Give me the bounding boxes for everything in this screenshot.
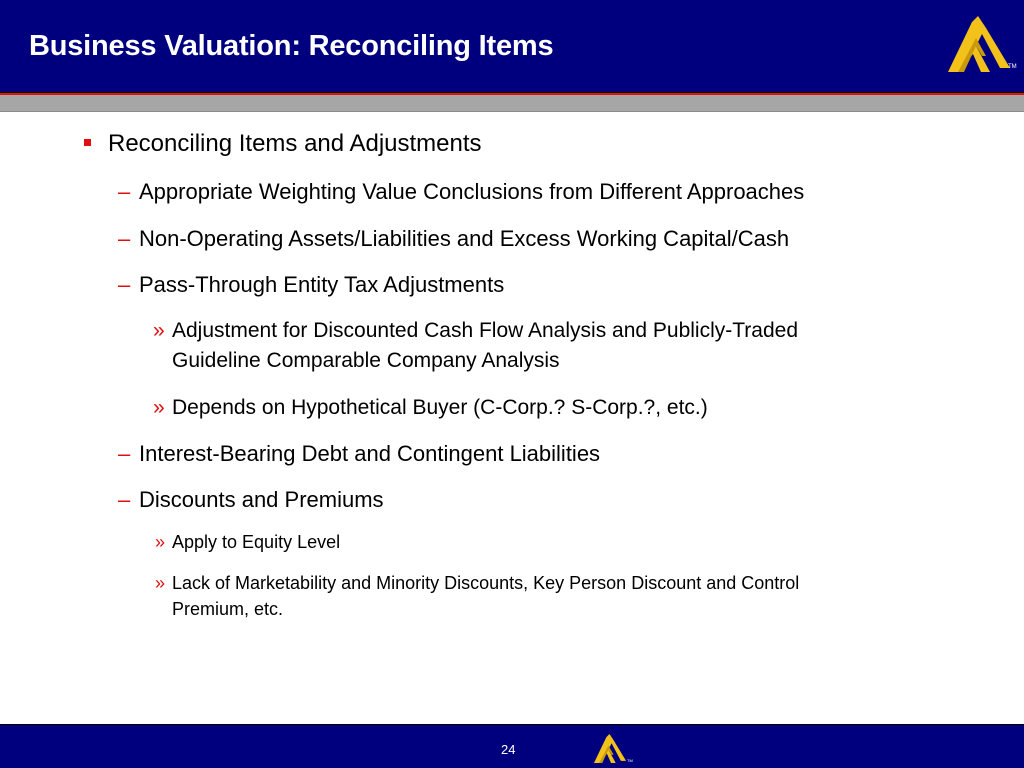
subsubbullet-equity-level: Apply to Equity Level [172,532,341,552]
subsubbullet-marketability-line1: Lack of Marketability and Minority Discounts, Key Person Discount and Control [172,573,800,593]
square-bullet-icon [84,139,91,146]
subbullet-passthrough: Pass-Through Entity Tax Adjustments [139,272,505,297]
slide-title: Business Valuation: Reconciling Items [29,30,554,62]
raquo-bullet-icon: » [155,532,166,552]
trademark-mark: TM [627,758,633,763]
subbullet-debt: Interest-Bearing Debt and Contingent Liabilities [139,441,601,466]
dash-bullet-icon: – [118,487,131,512]
bullet-reconciling-items: Reconciling Items and Adjustments [108,130,482,157]
subbullet-weighting: Appropriate Weighting Value Conclusions from Different Approaches [139,179,805,204]
trademark-mark: TM [1008,64,1017,70]
dash-bullet-icon: – [118,226,131,251]
subsubbullet-marketability-line2: Premium, etc. [172,599,284,619]
subbullet-discounts: Discounts and Premiums [139,487,384,512]
subsubbullet-hypothetical-buyer: Depends on Hypothetical Buyer (C-Corp.? S-Corp.?, etc.) [172,396,708,419]
subbullet-nonoperating: Non-Operating Assets/Liabilities and Excess Working Capital/Cash [139,226,790,251]
footer-bar [0,724,1024,768]
dash-bullet-icon: – [118,272,131,297]
page-number: 24 [501,742,516,757]
subsubbullet-dcf-line1: Adjustment for Discounted Cash Flow Analysis and Publicly-Traded [172,319,799,342]
dash-bullet-icon: – [118,179,131,204]
raquo-bullet-icon: » [153,396,165,419]
raquo-bullet-icon: » [153,319,165,342]
gold-chevron-logo-icon [592,734,628,764]
subsubbullet-dcf-line2: Guideline Comparable Company Analysis [172,349,560,372]
dash-bullet-icon: – [118,441,131,466]
raquo-bullet-icon: » [155,573,166,593]
